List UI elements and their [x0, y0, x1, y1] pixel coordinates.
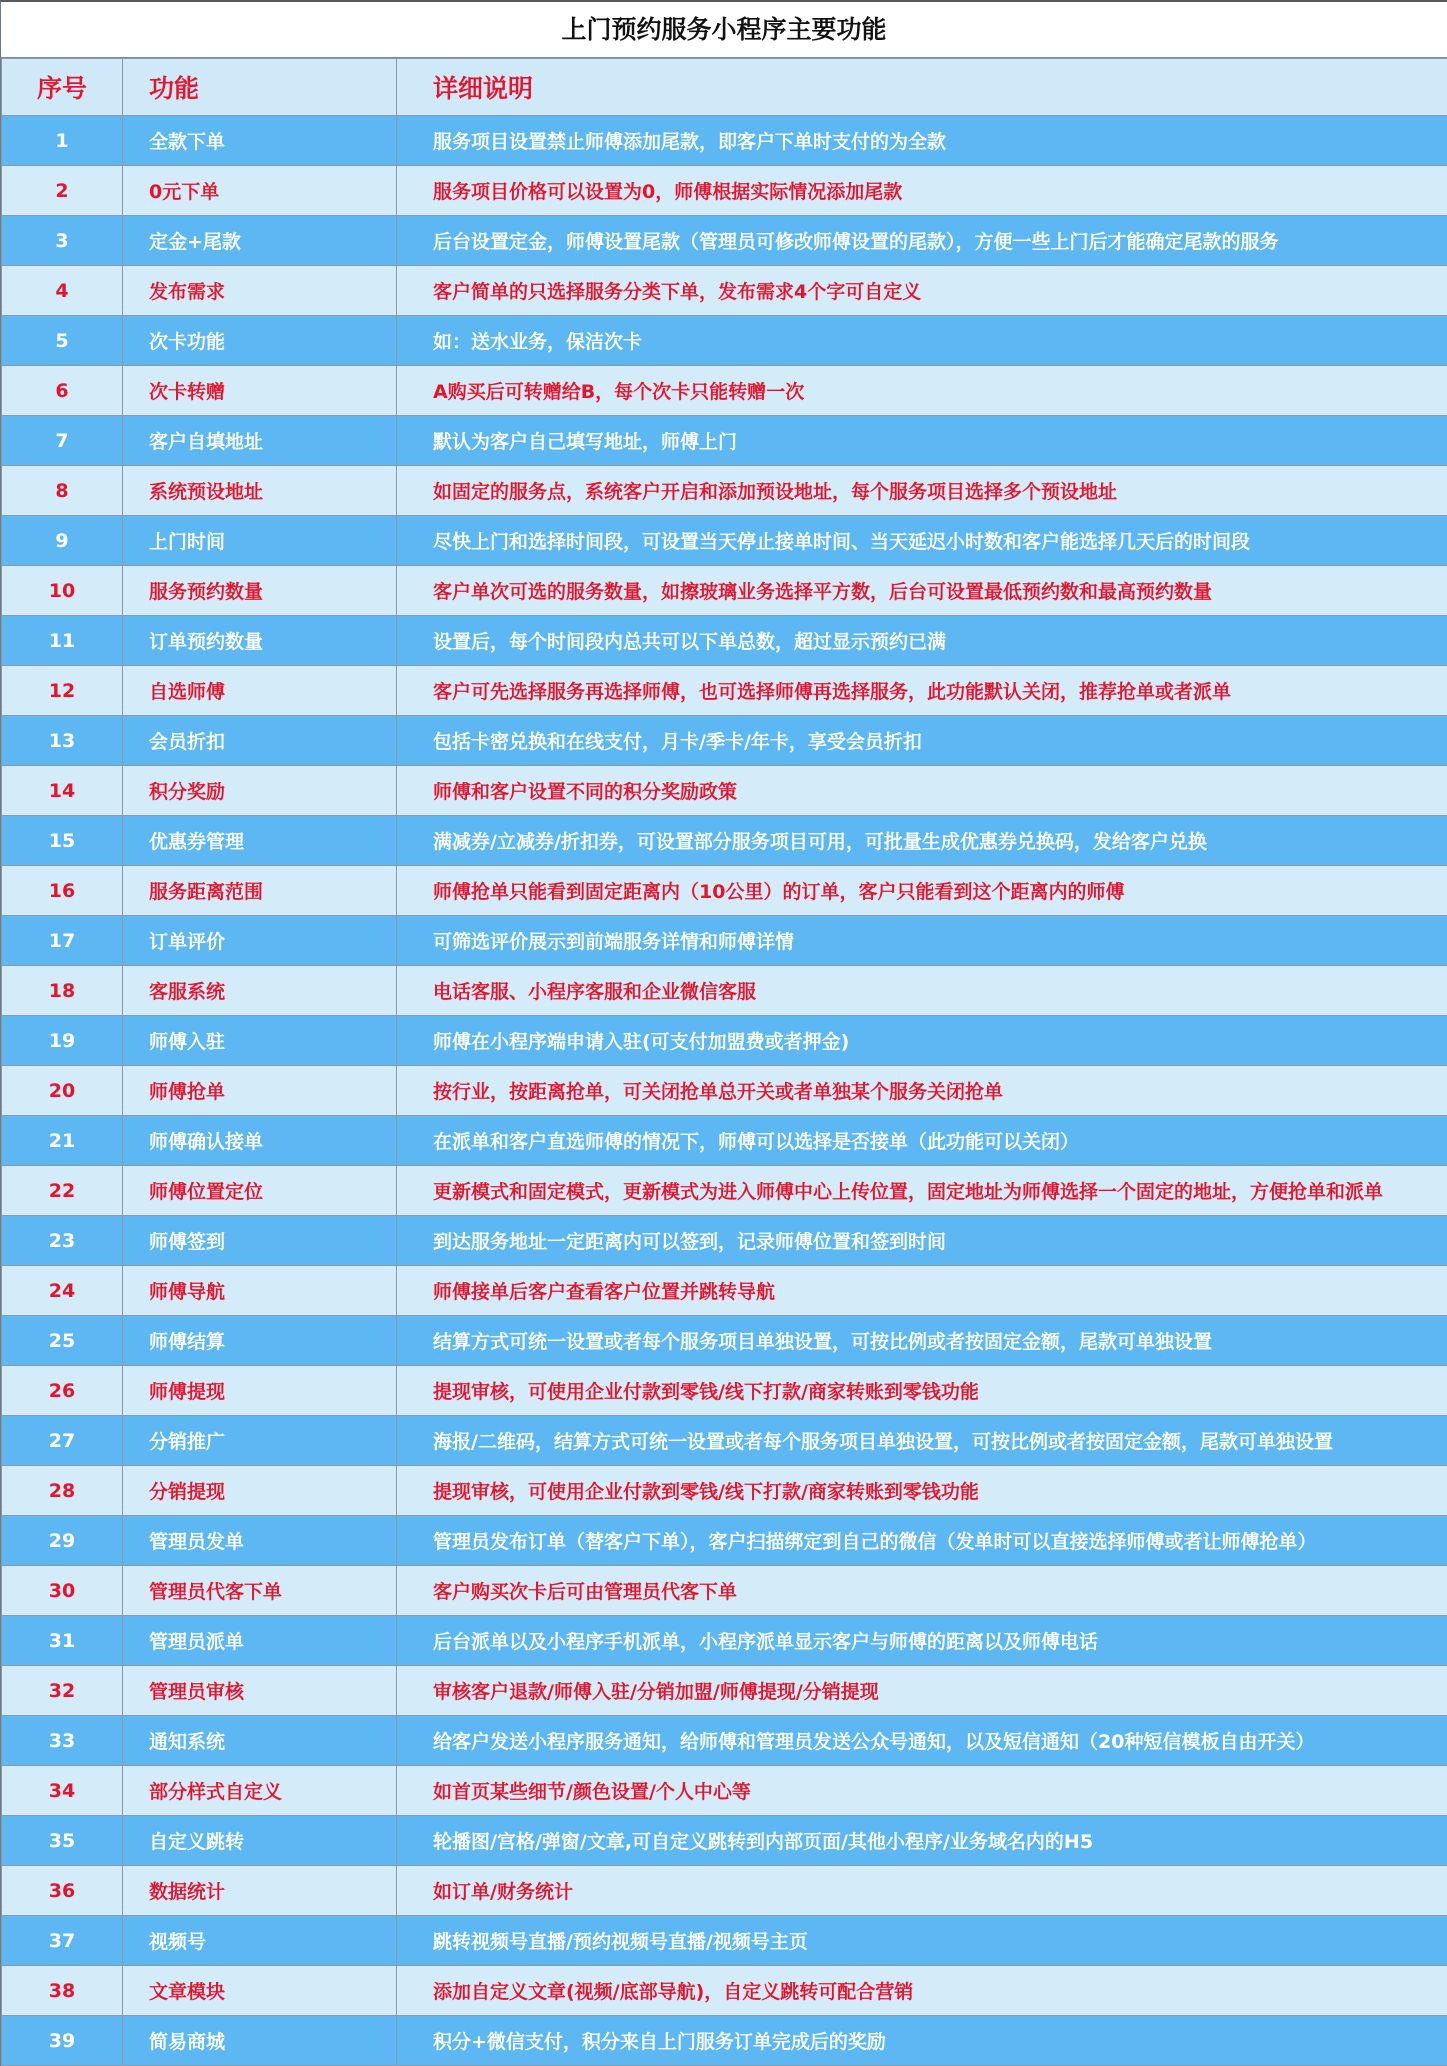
row-number: 38: [2, 1966, 123, 2016]
table-row: [2, 1766, 1447, 1816]
row-description: 设置后，每个时间段内总共可以下单总数，超过显示预约已满: [397, 616, 1447, 666]
row-number: 4: [2, 266, 123, 316]
row-description: 电话客服、小程序客服和企业微信客服: [397, 966, 1447, 1016]
row-description: 如首页某些细节/颜色设置/个人中心等: [397, 1766, 1447, 1816]
row-feature: 全款下单: [123, 116, 397, 166]
table-row: [2, 1566, 1447, 1616]
row-description: 审核客户退款/师傅入驻/分销加盟/师傅提现/分销提现: [397, 1666, 1447, 1716]
row-feature: 0元下单: [123, 166, 397, 216]
table-row: [2, 266, 1447, 316]
row-feature: 次卡功能: [123, 316, 397, 366]
table-row: [2, 1716, 1447, 1766]
row-number: 9: [2, 516, 123, 566]
row-description: 按行业，按距离抢单，可关闭抢单总开关或者单独某个服务关闭抢单: [397, 1066, 1447, 1116]
row-feature: 简易商城: [123, 2016, 397, 2066]
table-row: [2, 1216, 1447, 1266]
row-description: A购买后可转赠给B，每个次卡只能转赠一次: [397, 366, 1447, 416]
row-feature: 师傅抢单: [123, 1066, 397, 1116]
row-number: 30: [2, 1566, 123, 1616]
table-row: [2, 1266, 1447, 1316]
row-number: 2: [2, 166, 123, 216]
row-feature: 师傅导航: [123, 1266, 397, 1316]
table-row: [2, 1066, 1447, 1116]
table-row: [2, 1116, 1447, 1166]
row-description: 轮播图/宫格/弹窗/文章,可自定义跳转到内部页面/其他小程序/业务域名内的H5: [397, 1816, 1447, 1866]
row-feature: 自定义跳转: [123, 1816, 397, 1866]
table-row: [2, 116, 1447, 166]
row-feature: 服务预约数量: [123, 566, 397, 616]
table-row: [2, 966, 1447, 1016]
row-feature: 师傅提现: [123, 1366, 397, 1416]
row-description: 给客户发送小程序服务通知，给师傅和管理员发送公众号通知，以及短信通知（20种短信模板自由开关）: [397, 1716, 1447, 1766]
row-number: 36: [2, 1866, 123, 1916]
row-number: 7: [2, 416, 123, 466]
row-feature: 自选师傅: [123, 666, 397, 716]
row-feature: 管理员审核: [123, 1666, 397, 1716]
table-row: [2, 766, 1447, 816]
row-number: 31: [2, 1616, 123, 1666]
row-feature: 积分奖励: [123, 766, 397, 816]
row-feature: 订单评价: [123, 916, 397, 966]
row-description: 添加自定义文章(视频/底部导航)，自定义跳转可配合营销: [397, 1966, 1447, 2016]
row-number: 37: [2, 1916, 123, 1966]
header-row: [2, 59, 1447, 116]
row-feature: 视频号: [123, 1916, 397, 1966]
row-number: 17: [2, 916, 123, 966]
row-number: 15: [2, 816, 123, 866]
table-row: [2, 366, 1447, 416]
row-feature: 客户自填地址: [123, 416, 397, 466]
table-row: [2, 1416, 1447, 1466]
row-description: 服务项目价格可以设置为0，师傅根据实际情况添加尾款: [397, 166, 1447, 216]
row-feature: 分销提现: [123, 1466, 397, 1516]
table-row: [2, 1966, 1447, 2016]
row-feature: 数据统计: [123, 1866, 397, 1916]
table-row: [2, 866, 1447, 916]
table-row: [2, 1916, 1447, 1966]
row-number: 24: [2, 1266, 123, 1316]
table-row: [2, 1866, 1447, 1916]
row-feature: 发布需求: [123, 266, 397, 316]
row-number: 21: [2, 1116, 123, 1166]
table-row: [2, 316, 1447, 366]
row-description: 积分+微信支付，积分来自上门服务订单完成后的奖励: [397, 2016, 1447, 2066]
row-feature: 上门时间: [123, 516, 397, 566]
row-description: 管理员发布订单（替客户下单），客户扫描绑定到自己的微信（发单时可以直接选择师傅或者让师傅抢单）: [397, 1516, 1447, 1566]
row-description: 提现审核，可使用企业付款到零钱/线下打款/商家转账到零钱功能: [397, 1466, 1447, 1516]
table-row: [2, 216, 1447, 266]
row-feature: 师傅入驻: [123, 1016, 397, 1066]
row-feature: 部分样式自定义: [123, 1766, 397, 1816]
table-row: [2, 1366, 1447, 1416]
row-feature: 次卡转赠: [123, 366, 397, 416]
table-row: [2, 2016, 1447, 2066]
row-description: 客户简单的只选择服务分类下单，发布需求4个字可自定义: [397, 266, 1447, 316]
row-description: 包括卡密兑换和在线支付，月卡/季卡/年卡，享受会员折扣: [397, 716, 1447, 766]
row-description: 尽快上门和选择时间段，可设置当天停止接单时间、当天延迟小时数和客户能选择几天后的时间段: [397, 516, 1447, 566]
row-description: 到达服务地址一定距离内可以签到，记录师傅位置和签到时间: [397, 1216, 1447, 1266]
row-feature: 客服系统: [123, 966, 397, 1016]
table-row: [2, 566, 1447, 616]
row-feature: 优惠券管理: [123, 816, 397, 866]
row-number: 39: [2, 2016, 123, 2066]
row-number: 28: [2, 1466, 123, 1516]
row-feature: 定金+尾款: [123, 216, 397, 266]
row-description: 如订单/财务统计: [397, 1866, 1447, 1916]
row-description: 可筛选评价展示到前端服务详情和师傅详情: [397, 916, 1447, 966]
row-feature: 师傅签到: [123, 1216, 397, 1266]
row-description: 提现审核，可使用企业付款到零钱/线下打款/商家转账到零钱功能: [397, 1366, 1447, 1416]
row-description: 如固定的服务点，系统客户开启和添加预设地址，每个服务项目选择多个预设地址: [397, 466, 1447, 516]
table-row: [2, 616, 1447, 666]
row-number: 19: [2, 1016, 123, 1066]
row-number: 8: [2, 466, 123, 516]
table-row: [2, 666, 1447, 716]
row-feature: 服务距离范围: [123, 866, 397, 916]
row-feature: 管理员派单: [123, 1616, 397, 1666]
page-title: 上门预约服务小程序主要功能: [1, 2, 1447, 58]
row-number: 18: [2, 966, 123, 1016]
row-number: 5: [2, 316, 123, 366]
table-row: [2, 166, 1447, 216]
row-number: 26: [2, 1366, 123, 1416]
row-number: 23: [2, 1216, 123, 1266]
row-description: 客户购买次卡后可由管理员代客下单: [397, 1566, 1447, 1616]
row-number: 32: [2, 1666, 123, 1716]
row-description: 满减券/立减券/折扣券，可设置部分服务项目可用，可批量生成优惠券兑换码，发给客户兑换: [397, 816, 1447, 866]
header-description: 详细说明: [397, 59, 1447, 116]
feature-table: [1, 58, 1447, 2066]
row-number: 22: [2, 1166, 123, 1216]
table-row: [2, 466, 1447, 516]
row-description: 结算方式可统一设置或者每个服务项目单独设置，可按比例或者按固定金额，尾款可单独设置: [397, 1316, 1447, 1366]
row-description: 更新模式和固定模式，更新模式为进入师傅中心上传位置，固定地址为师傅选择一个固定的地址，方便抢单和派单: [397, 1166, 1447, 1216]
row-feature: 管理员代客下单: [123, 1566, 397, 1616]
row-description: 师傅抢单只能看到固定距离内（10公里）的订单，客户只能看到这个距离内的师傅: [397, 866, 1447, 916]
row-number: 3: [2, 216, 123, 266]
row-number: 35: [2, 1816, 123, 1866]
row-number: 12: [2, 666, 123, 716]
row-number: 20: [2, 1066, 123, 1116]
row-description: 师傅在小程序端申请入驻(可支付加盟费或者押金): [397, 1016, 1447, 1066]
row-description: 后台派单以及小程序手机派单，小程序派单显示客户与师傅的距离以及师傅电话: [397, 1616, 1447, 1666]
row-feature: 会员折扣: [123, 716, 397, 766]
row-description: 服务项目设置禁止师傅添加尾款，即客户下单时支付的为全款: [397, 116, 1447, 166]
table-row: [2, 1016, 1447, 1066]
row-description: 师傅接单后客户查看客户位置并跳转导航: [397, 1266, 1447, 1316]
row-description: 如：送水业务，保洁次卡: [397, 316, 1447, 366]
row-description: 在派单和客户直选师傅的情况下，师傅可以选择是否接单（此功能可以关闭）: [397, 1116, 1447, 1166]
header-number: 序号: [2, 59, 123, 116]
table-row: [2, 1516, 1447, 1566]
table-row: [2, 1616, 1447, 1666]
row-number: 25: [2, 1316, 123, 1366]
table-row: [2, 916, 1447, 966]
table-row: [2, 1666, 1447, 1716]
row-feature: 订单预约数量: [123, 616, 397, 666]
table-row: [2, 1166, 1447, 1216]
row-description: 海报/二维码，结算方式可统一设置或者每个服务项目单独设置，可按比例或者按固定金额，尾款可单独设置: [397, 1416, 1447, 1466]
row-description: 师傅和客户设置不同的积分奖励政策: [397, 766, 1447, 816]
row-feature: 师傅确认接单: [123, 1116, 397, 1166]
row-number: 16: [2, 866, 123, 916]
table-row: [2, 716, 1447, 766]
table-row: [2, 416, 1447, 466]
row-feature: 管理员发单: [123, 1516, 397, 1566]
row-number: 10: [2, 566, 123, 616]
header-feature: 功能: [123, 59, 397, 116]
row-feature: 分销推广: [123, 1416, 397, 1466]
row-description: 客户可先选择服务再选择师傅，也可选择师傅再选择服务，此功能默认关闭，推荐抢单或者派单: [397, 666, 1447, 716]
table-row: [2, 516, 1447, 566]
row-number: 29: [2, 1516, 123, 1566]
row-number: 34: [2, 1766, 123, 1816]
row-number: 1: [2, 116, 123, 166]
feature-rows: [2, 116, 1447, 2066]
row-number: 27: [2, 1416, 123, 1466]
table-row: [2, 1316, 1447, 1366]
table-row: [2, 816, 1447, 866]
row-number: 6: [2, 366, 123, 416]
row-feature: 师傅结算: [123, 1316, 397, 1366]
row-number: 33: [2, 1716, 123, 1766]
row-number: 14: [2, 766, 123, 816]
row-feature: 师傅位置定位: [123, 1166, 397, 1216]
row-feature: 系统预设地址: [123, 466, 397, 516]
row-feature: 文章模块: [123, 1966, 397, 2016]
row-feature: 通知系统: [123, 1716, 397, 1766]
row-number: 11: [2, 616, 123, 666]
row-number: 13: [2, 716, 123, 766]
row-description: 默认为客户自己填写地址，师傅上门: [397, 416, 1447, 466]
table-row: [2, 1466, 1447, 1516]
row-description: 跳转视频号直播/预约视频号直播/视频号主页: [397, 1916, 1447, 1966]
table-row: [2, 1816, 1447, 1866]
row-description: 后台设置定金，师傅设置尾款（管理员可修改师傅设置的尾款），方便一些上门后才能确定尾款的服务: [397, 216, 1447, 266]
row-description: 客户单次可选的服务数量，如擦玻璃业务选择平方数，后台可设置最低预约数和最高预约数量: [397, 566, 1447, 616]
